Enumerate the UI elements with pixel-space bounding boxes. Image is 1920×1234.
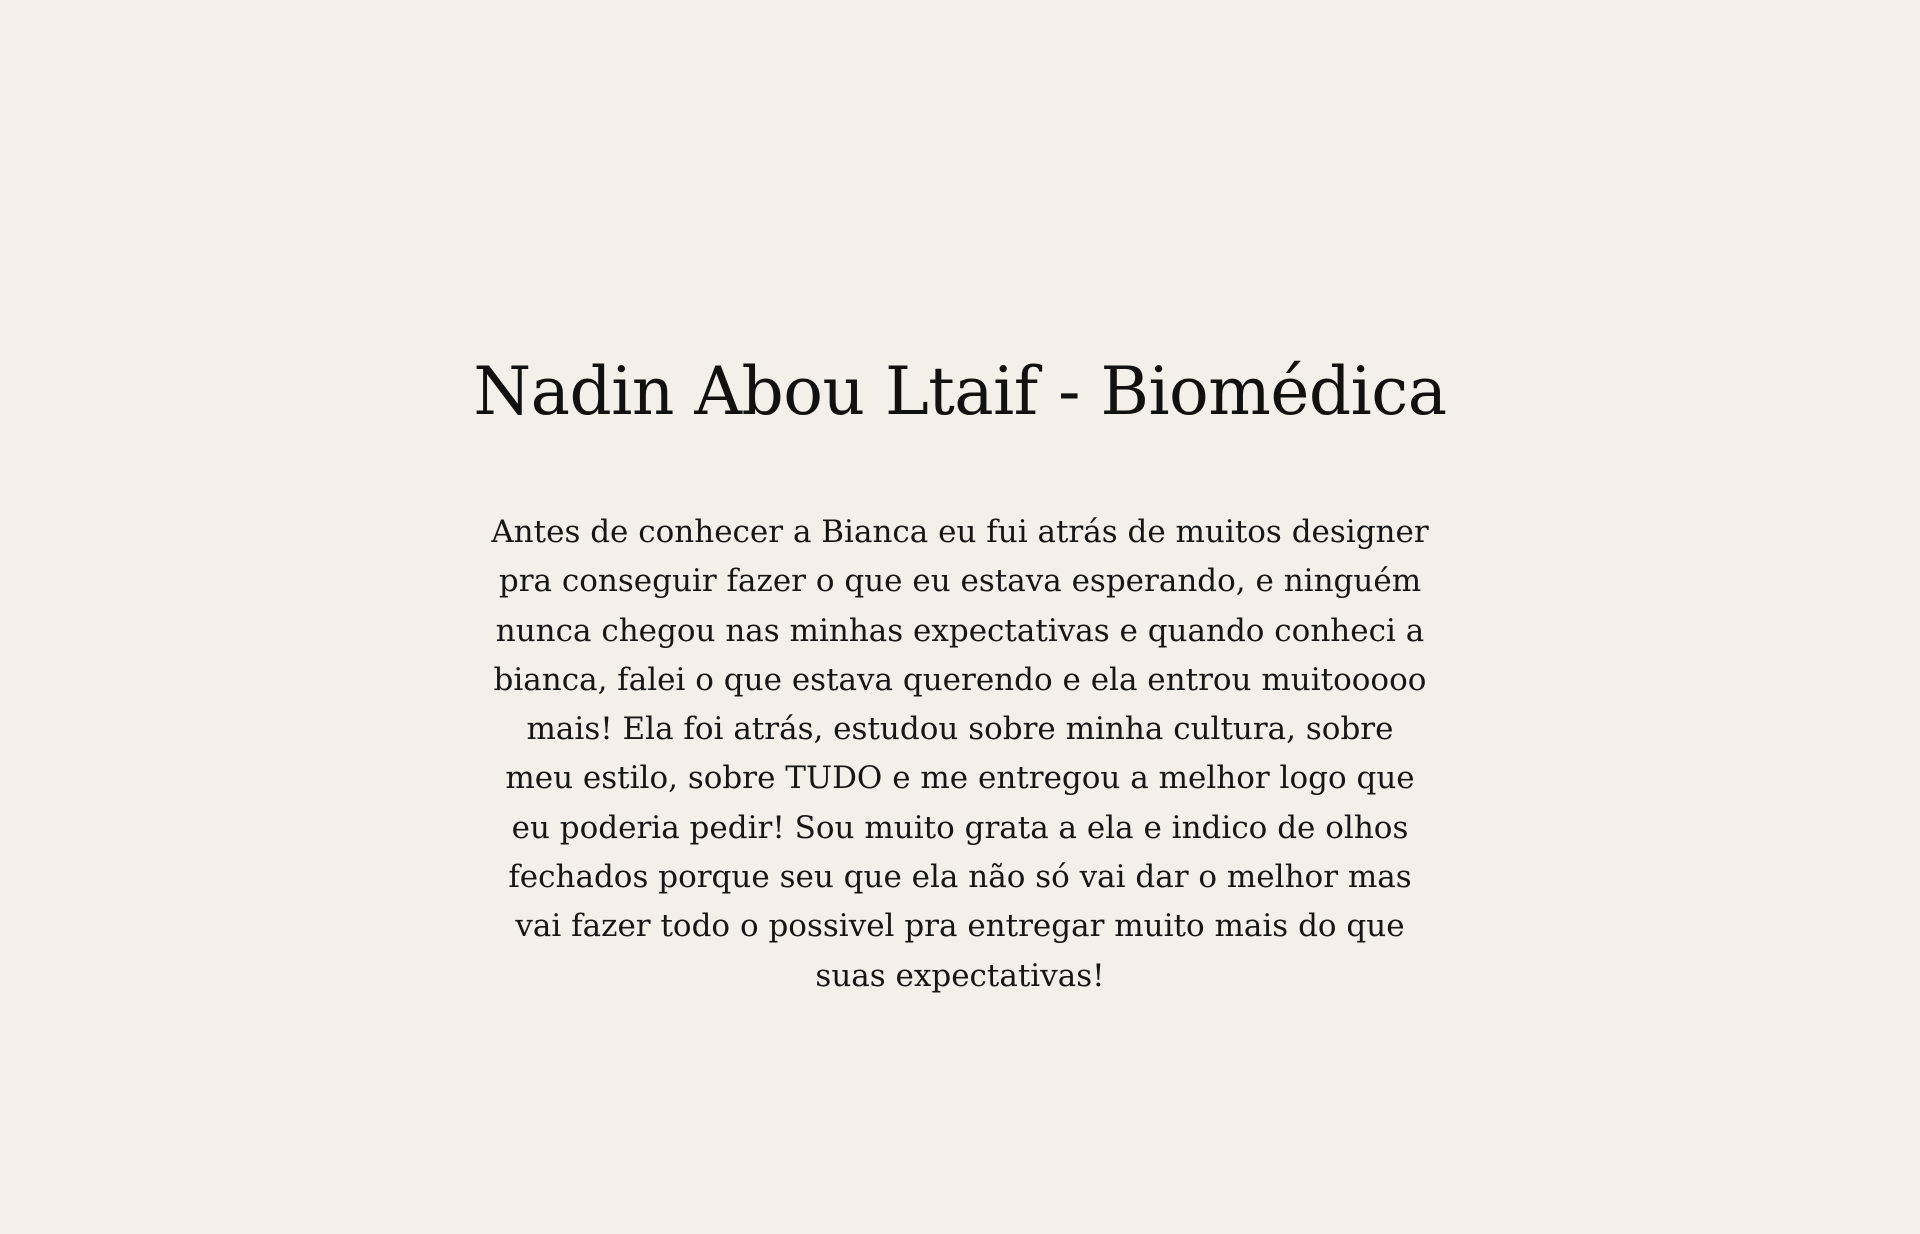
testimonial-line: Antes de conhecer a Bianca eu fui atrás de muitos designer [491,514,1429,550]
testimonial-line: suas expectativas! [815,957,1105,994]
testimonial-line: mais! Ela foi atrás, estudou sobre minha cultura, sobre [526,711,1394,748]
testimonial-line: nunca chegou nas minhas expectativas e quando conheci a [495,612,1425,649]
testimonial-line: vai fazer todo o possivel pra entregar muito mais do que [515,908,1405,945]
testimonial-title: Nadin Abou Ltaif - Biomédica [473,353,1447,430]
testimonial-line: pra conseguir fazer o que eu estava esperando, e ninguém [498,563,1422,600]
testimonial-line: meu estilo, sobre TUDO e me entregou a melhor logo que [505,760,1415,797]
testimonial-line: eu poderia pedir! Sou muito grata a ela e indico de olhos [511,809,1409,846]
testimonial-line: bianca, falei o que estava querendo e ela entrou muitooooo [493,661,1427,698]
testimonial-text [482,508,1438,1001]
testimonial-line: fechados porque seu que ela não só vai dar o melhor mas [508,859,1412,896]
